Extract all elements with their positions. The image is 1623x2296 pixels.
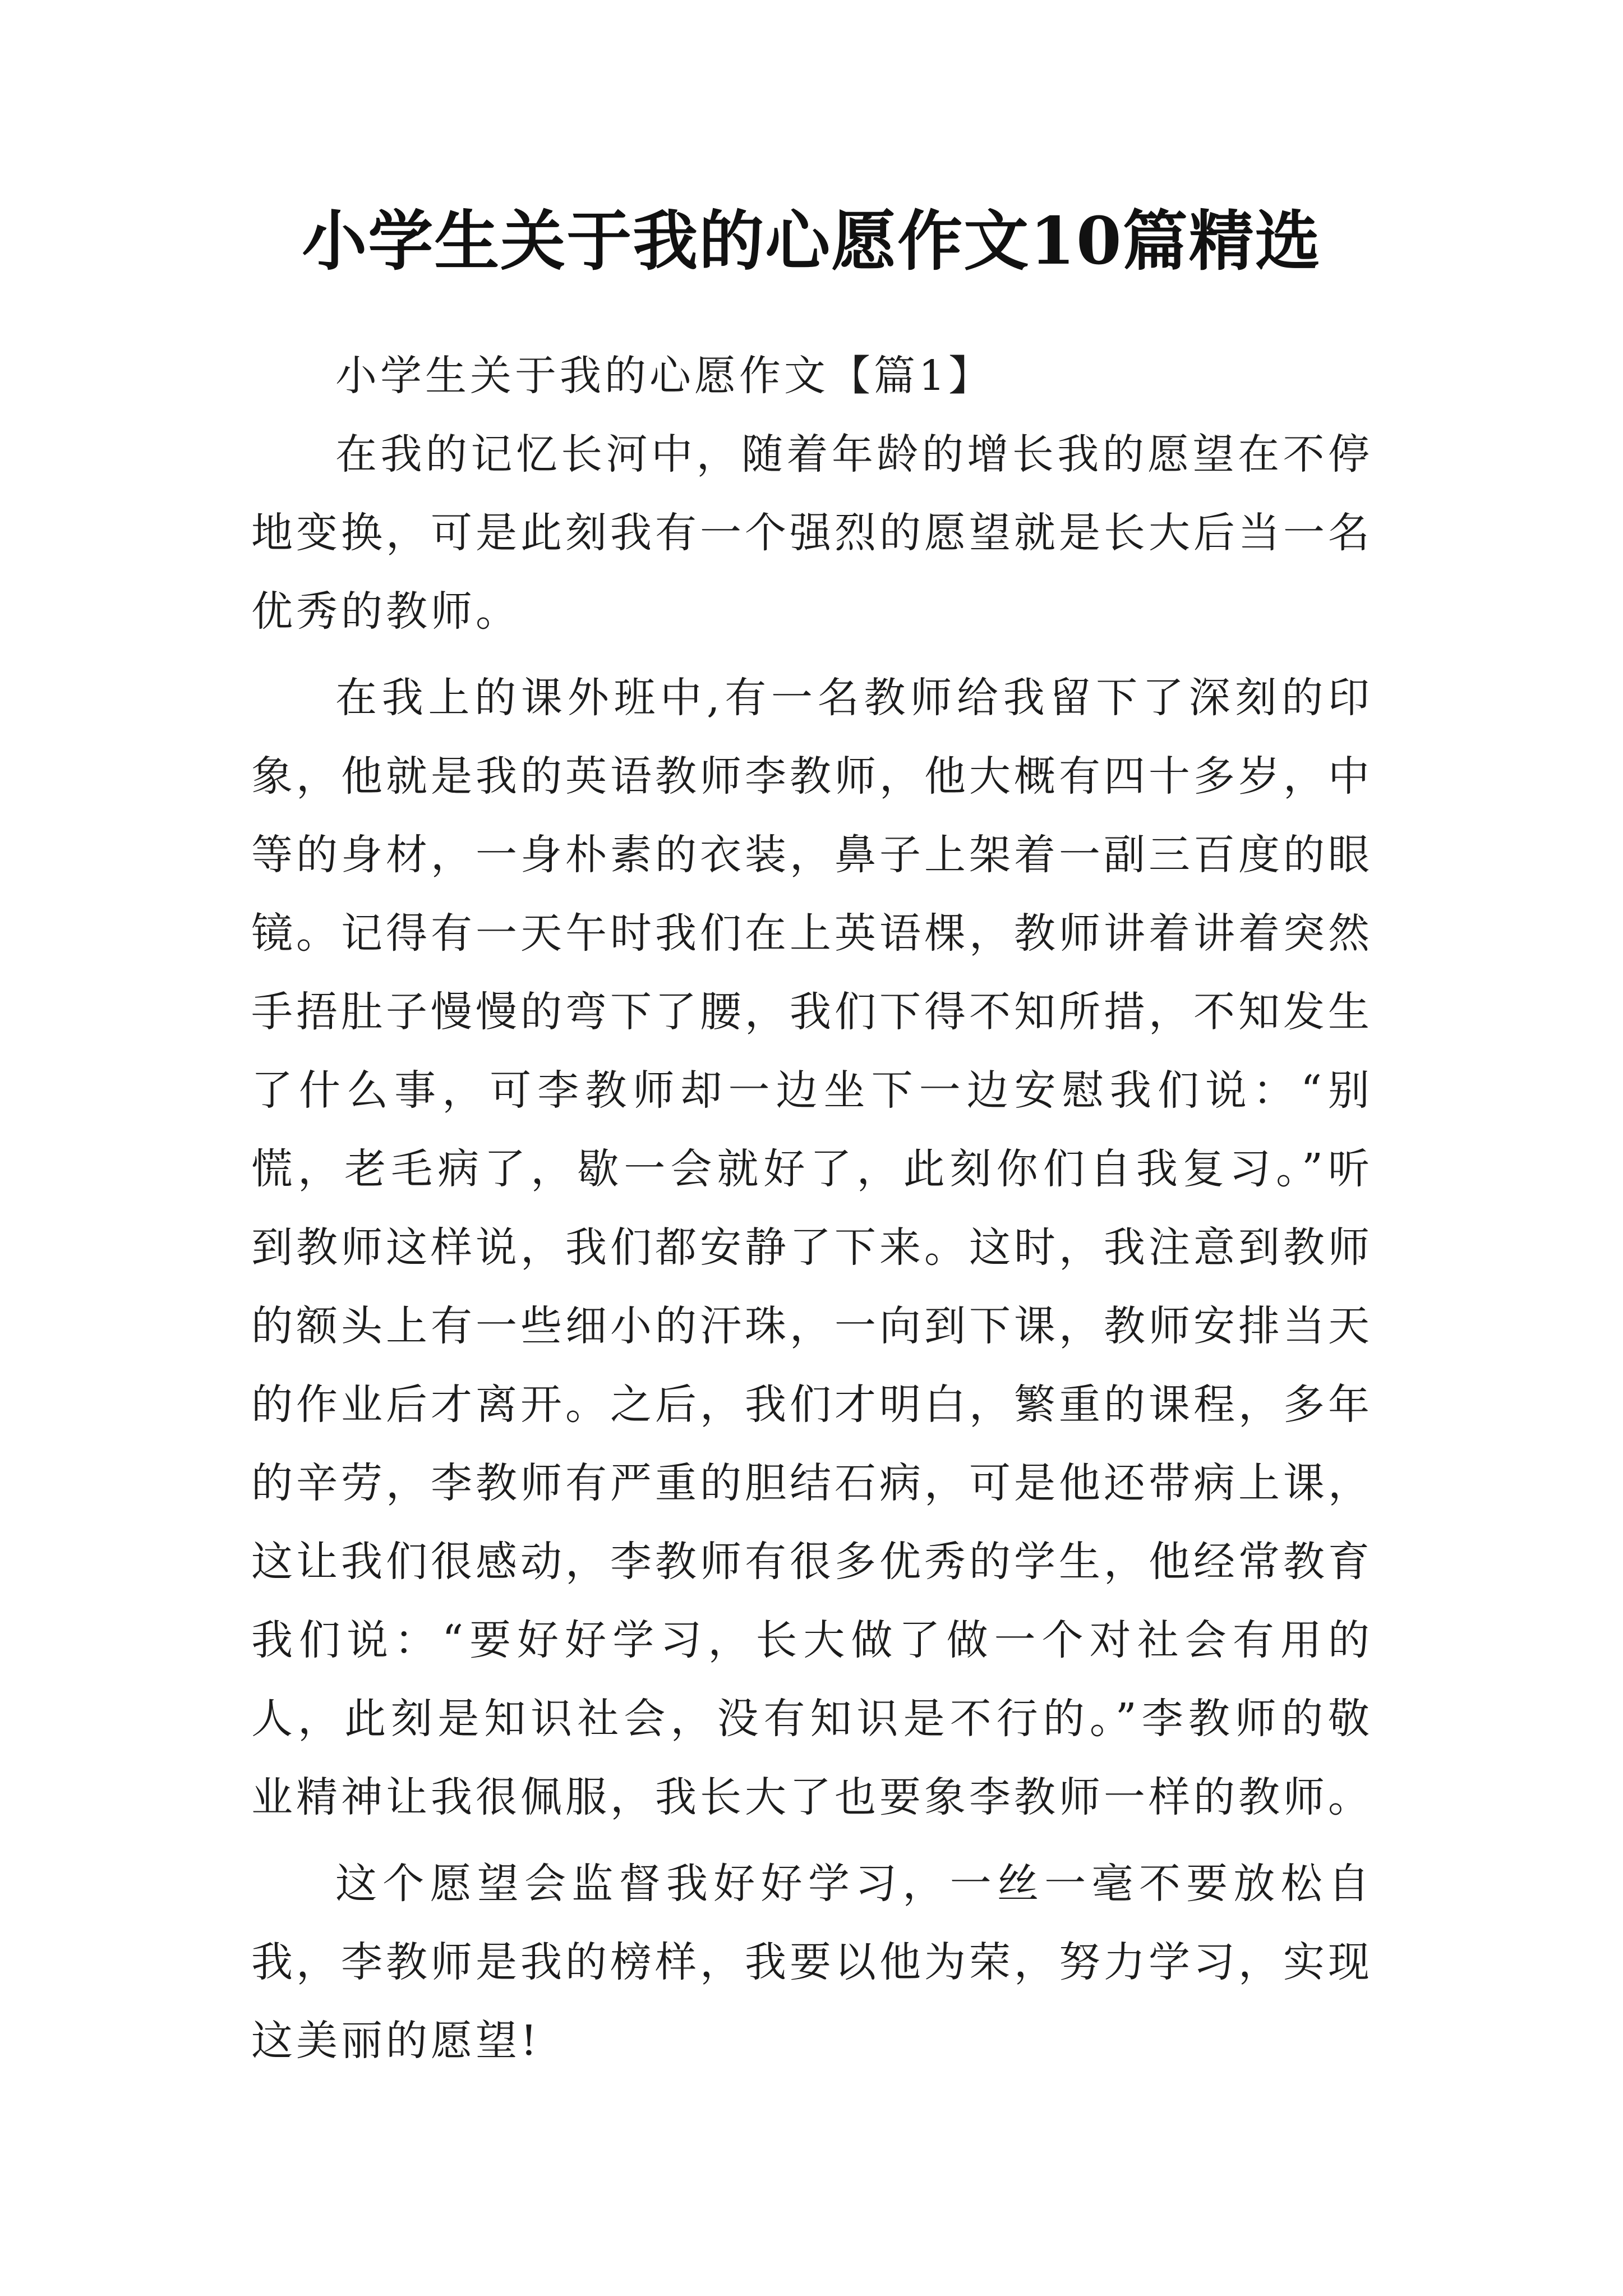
paragraph-2: 在我上的课外班中,有一名教师给我留下了深刻的印象，他就是我的英语教师李教师，他大概有四十多岁，中等的身材，一身朴素的衣装，鼻子上架着一副三百度的眼镜。记得有一天午时我们在上英语棵，教师讲着讲着突然手捂肚子慢慢的弯下了腰，我们下得不知所措，不知发生了什么事，可李教师却一边坐下一边安慰我们说：“别慌，老毛病了，歇一会就好了，此刻你们自我复习。”听到教师这样说，我们都安静了下来。这时，我注意到教师的额头上有一些细小的汗珠，一向到下课，教师安排当天的作业后才离开。之后，我们才明白，繁重的课程，多年的辛劳，李教师有严重的胆结石病，可是他还带病上课，这让我们很感动，李教师有很多优秀的学生，他经常教育我们说：“要好好学习，长大做了做一个对社会有用的人，此刻是知识社会，没有知识是不行的。”李教师的敬业精神让我很佩服，我长大了也要象李教师一样的教师。 — [251, 674, 1373, 1821]
paragraph-spacer — [251, 1837, 1373, 1844]
paragraph-3: 这个愿望会监督我好好学习，一丝一毫不要放松自我，李教师是我的榜样，我要以他为荣，努力学习，实现这美丽的愿望! — [251, 1860, 1373, 2065]
document-title: 小学生关于我的心愿作文10篇精选 — [302, 203, 1321, 279]
paragraph-1: 在我的记忆长河中，随着年龄的增长我的愿望在不停地变换，可是此刻我有一个强烈的愿望就是长大后当一名优秀的教师。 — [251, 430, 1373, 636]
paragraph-spacer — [251, 651, 1373, 659]
document-body — [251, 337, 1373, 2080]
section-heading: 小学生关于我的心愿作文【篇1】 — [335, 352, 994, 400]
